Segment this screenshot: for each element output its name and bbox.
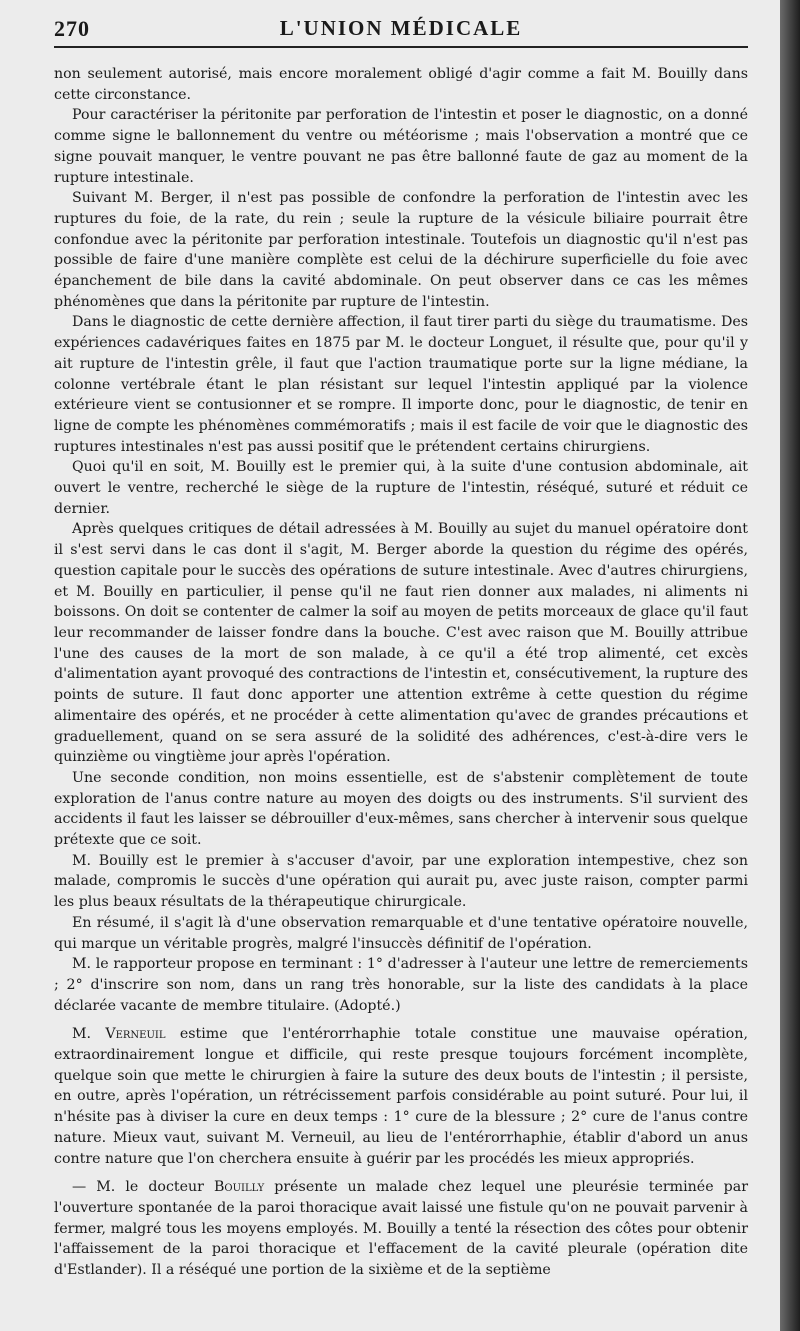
paragraph: Une seconde condition, non moins essentielle, est de s'abstenir complètement de toute exploration de l'anus contre nature au moyen des doigts ou des instruments. S'il survient des accidents il faut les laisser se débrouiller d'eux-mêmes, sans chercher à intervenir sous quelque prétexte que ce soit. [54, 769, 748, 849]
paragraph: non seulement autorisé, mais encore moralement obligé d'agir comme a fait M. Bouilly dans cette circonstance. [54, 66, 748, 103]
paragraph: Suivant M. Berger, il n'est pas possible de confondre la perforation de l'intestin avec les ruptures du foie, de la rate, du rein ; seule la rupture de la vésicule biliaire pourrait être confondue avec la péritonite par perforation intestinale. Toutefois un diagnostic qu'il n'est pas possible de faire d'une manière complète est celui de la déchirure superficielle du foie avec épanchement de bile dans la cavité abdominale. On peut observer dans ce cas les mêmes phénomènes que dans la péritonite par rupture de l'intestin. [54, 190, 748, 310]
article-body [54, 64, 748, 1281]
page-binding-edge [780, 0, 800, 1331]
paragraph: M. le rapporteur propose en terminant : 1° d'adresser à l'auteur une lettre de remerciements ; 2° d'inscrire son nom, dans un rang très honorable, sur la liste des candidats à la place déclarée vacante de membre titulaire. (Adopté.) [54, 956, 748, 1014]
paragraph: M. Bouilly est le premier à s'accuser d'avoir, par une exploration intempestive, chez son malade, compromis le succès d'une opération qui aurait pu, avec juste raison, compter parmi les plus beaux résultats de la thérapeutique chirurgicale. [54, 852, 748, 911]
bouilly-lead: — M. le docteur [72, 1179, 214, 1196]
verneuil-paragraph [54, 1024, 748, 1169]
paragraph: Dans le diagnostic de cette dernière affection, il faut tirer parti du siège du traumatisme. Des expériences cadavériques faites en 1875 par M. le docteur Longuet, il résulte que, pour qu'il y ait rupture de l'intestin grêle, il faut que l'action traumatique porte sur la ligne médiane, la colonne vertébrale étant le plan résistant sur lequel l'intestin appliqué par la violence extérieure vient se contusionner et se rompre. Il importe donc, pour le diagnostic, de tenir en ligne de compte les phénomènes commémoratifs ; mais il est facile de voir que le diagnostic des ruptures intestinales n'est pas aussi positif que le prétendent certains chirurgiens. [54, 314, 748, 455]
bouilly-paragraph [54, 1177, 748, 1281]
paragraph: Quoi qu'il en soit, M. Bouilly est le premier qui, à la suite d'une contusion abdominale, ait ouvert le ventre, recherché le siège de la rupture de l'intestin, réséqué, suturé et réduit ce dernier. [54, 459, 748, 517]
journal-title: L'UNION MÉDICALE [279, 16, 523, 40]
paragraph: Après quelques critiques de détail adressées à M. Bouilly au sujet du manuel opératoire dont il s'est servi dans le cas dont il s'agit, M. Berger aborde la question du régime des opérés, question capitale pour le succès des opérations de suture intestinale. Avec d'autres chirurgiens, et M. Bouilly en particulier, il pense qu'il ne faut rien donner aux malades, ni aliments ni boissons. On doit se contenter de calmer la soif au moyen de petits morceaux de glace qu'il faut leur recommander de laisser fondre dans la bouche. C'est avec raison que M. Bouilly attribue l'une des causes de la mort de son malade, à ce qu'il a été trop alimenté, cet excès d'alimentation ayant provoqué des contractions de l'intestin et, consécutivement, la rupture des points de suture. Il faut donc apporter une attention extrême à cette question du régime alimentaire des opérés, et ne procéder à cette alimentation qu'avec de grandes précautions et graduellement, quand on se sera assuré de la solidité des adhérences, c'est-à-dire vers le quinzième ou vingtième jour après l'opération. [54, 521, 748, 766]
paragraph: En résumé, il s'agit là d'une observation remarquable et d'une tentative opératoire nouvelle, qui marque un véritable progrès, malgré l'insuccès définitif de l'opération. [54, 914, 748, 952]
verneuil-text: estime que l'entérorrhaphie totale constitue une mauvaise opération, extraordinairement longue et difficile, qui reste presque toujours forcément incomplète, quelque soin que mette le chirurgien à faire la suture des deux bouts de l'intestin ; il persiste, en outre, après l'opération, un rétrécissement parfois considérable au point suturé. Pour lui, il n'hésite pas à diviser la cure en deux temps : 1° cure de la blessure ; 2° cure de l'anus contre nature. Mieux vaut, suivant M. Verneuil, au lieu de l'entérorrhaphie, établir d'abord un anus contre nature que l'on cherchera ensuite à guérir par les procédés les mieux appropriés. [54, 1026, 748, 1167]
bouilly-text: présente un malade chez lequel une pleurésie terminée par l'ouverture spontanée de la paroi thoracique avait laissé une fistule qu'on ne pouvait parvenir à fermer, malgré tous les moyens employés. M. Bouilly a tenté la résection des côtes pour obtenir l'affaissement de la paroi thoracique et l'effacement de la cavité pleurale (opération dite d'Estlander). Il a réséqué une portion de la sixième et de la septième [54, 1179, 748, 1279]
paragraph: Pour caractériser la péritonite par perforation de l'intestin et poser le diagnostic, on a donné comme signe le ballonnement du ventre ou météorisme ; mais l'observation a montré que ce signe pouvait manquer, le ventre pouvant ne pas être ballonné faute de gaz au moment de la rupture intestinale. [54, 107, 748, 186]
running-head [54, 12, 748, 48]
speaker-name-verneuil: M. Verneuil [72, 1026, 166, 1043]
page-number: 270 [54, 16, 90, 41]
speaker-name-bouilly: Bouilly [213, 1179, 265, 1196]
